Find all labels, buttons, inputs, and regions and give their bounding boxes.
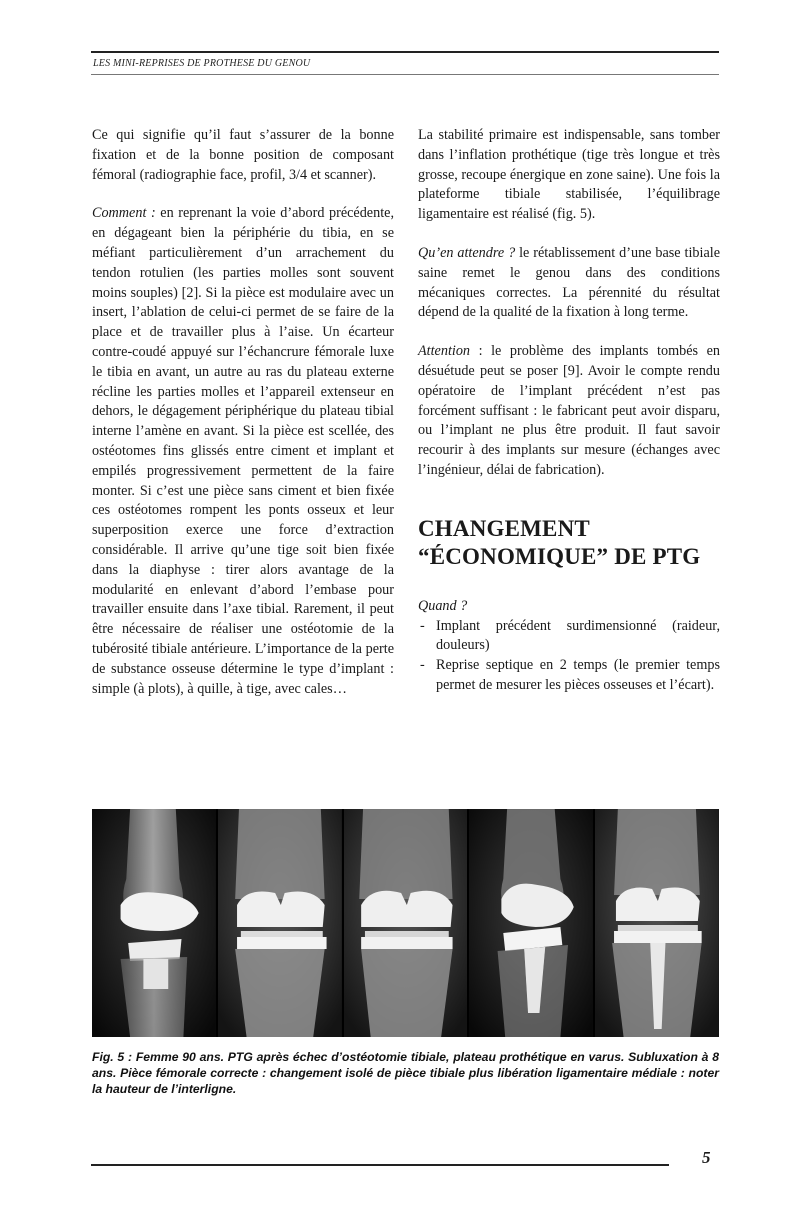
paragraph-stability: La stabilité primaire est indispensable, sans tomber dans l’inflation prothétique (tige très longue et très grosse, recoupe énergique en zone saine). Une fois la plateforme tibiale stabilisée, l’équilibrage ligamentaire est réalisé (fig. 5). <box>418 127 720 223</box>
quand-label: Quand ? <box>418 597 468 614</box>
xray-image <box>92 809 216 1037</box>
expectation-lead: Qu’en attendre ? <box>418 244 516 261</box>
footer-rule <box>91 1164 669 1166</box>
paragraph-comment <box>92 204 394 699</box>
figure-caption: Fig. 5 : Femme 90 ans. PTG après échec d’ostéotomie tibiale, plateau prothétique en varus. Subluxation à 8 ans. Pièce fémorale correcte : changement isolé de pièce tibiale plus libération ligamentaire médiale : noter la hauteur de l’interligne. <box>92 1050 719 1097</box>
attention-lead: Attention <box>418 343 471 360</box>
header-rule <box>91 51 719 53</box>
xray-image <box>218 809 342 1037</box>
section-title <box>418 515 720 571</box>
indication-list <box>418 617 720 696</box>
left-column <box>92 126 394 699</box>
xray-image <box>344 809 468 1037</box>
paragraph-attention <box>418 342 720 481</box>
xray-panel-ap-2 <box>342 809 468 1037</box>
paragraph-expectation <box>418 244 720 323</box>
running-head: LES MINI-REPRISES DE PROTHESE DU GENOU <box>93 58 311 69</box>
right-column <box>418 126 720 696</box>
comment-lead: Comment : <box>92 205 156 222</box>
expectation-text: le rétablissement d’une base tibiale saine remet le genou dans des conditions mécaniques correctes. La pérennité du résultat dépend de la qualité de la fixation à long terme. <box>418 244 720 321</box>
xray-panel-lateral-1 <box>92 809 216 1037</box>
figure-radiographs <box>92 809 719 1037</box>
list-item: - Reprise septique en 2 temps (le premier temps permet de mesurer les pièces osseuses et l’écart). <box>418 656 720 696</box>
attention-text: : le problème des implants tombés en désuétude peut se poser [9]. Avoir le compte rendu opératoire de l’implant précédent n’est pas forcément suffisant : le fabricant peut avoir disparu, ou l’implant ne plus être produit. Il faut savoir recourir à des implants sur mesure (échanges avec l’ingénieur, délai de fabrication). <box>418 343 720 478</box>
xray-image <box>595 809 719 1037</box>
xray-image <box>469 809 593 1037</box>
list-item: - Implant précédent surdimensionné (raideur, douleurs) <box>418 617 720 657</box>
comment-text: en reprenant la voie d’abord précédente, en dégageant bien la périphérie du tibia, en se méfiant particulièrement d’un arrachement du tendon rotulien (les parties molles sont souvent moins souples) [2]. Si la pièce est modulaire avec un insert, l’ablation de celui-ci permet de se faire de la place et de travailler plus à l’aise. Un écarteur contre-coudé appuyé sur l’échancrure fémorale luxe le tibia en avant, un autre au ras du plateau externe récline les parties molles et l’appareil extenseur en dehors, le dégagement périphérique du plateau tibial interne l’amène en avant. Si la pièce est scellée, des ostéotomes fins glissés entre ciment et implant et empilés progressivement permettent de la faire monter. Si c’est une pièce sans ciment et bien fixée ces ostéotomes rompent les ponts osseux et leur superposition exerce une force d’extraction considérable. Il arrive qu’une tige soit bien fixée dans la diaphyse : tirer alors avantage de la modularité en enlevant d’abord l’embase pour travailler ensuite dans l’axe tibial. Rarement, il peut être nécessaire de réaliser une ostéotomie de la tubérosité tibiale antérieure. L’importance de la perte de substance osseuse détermine le type d’implant : simple (à plots), à quille, à tige, avec cales… <box>92 205 394 697</box>
page-number: 5 <box>702 1148 711 1167</box>
section-title-line-1: CHANGEMENT <box>418 515 590 541</box>
xray-panel-ap-3 <box>593 809 719 1037</box>
section-title-line-2: “ÉCONOMIQUE” DE PTG <box>418 543 701 569</box>
paragraph-intro: Ce qui signifie qu’il faut s’assurer de la bonne fixation et de la bonne position de composant fémoral (radiographie face, profil, 3/4 et scanner). <box>92 127 394 183</box>
xray-panel-lateral-2 <box>467 809 593 1037</box>
header-rule-thin <box>91 74 719 75</box>
xray-panel-ap-1 <box>216 809 342 1037</box>
